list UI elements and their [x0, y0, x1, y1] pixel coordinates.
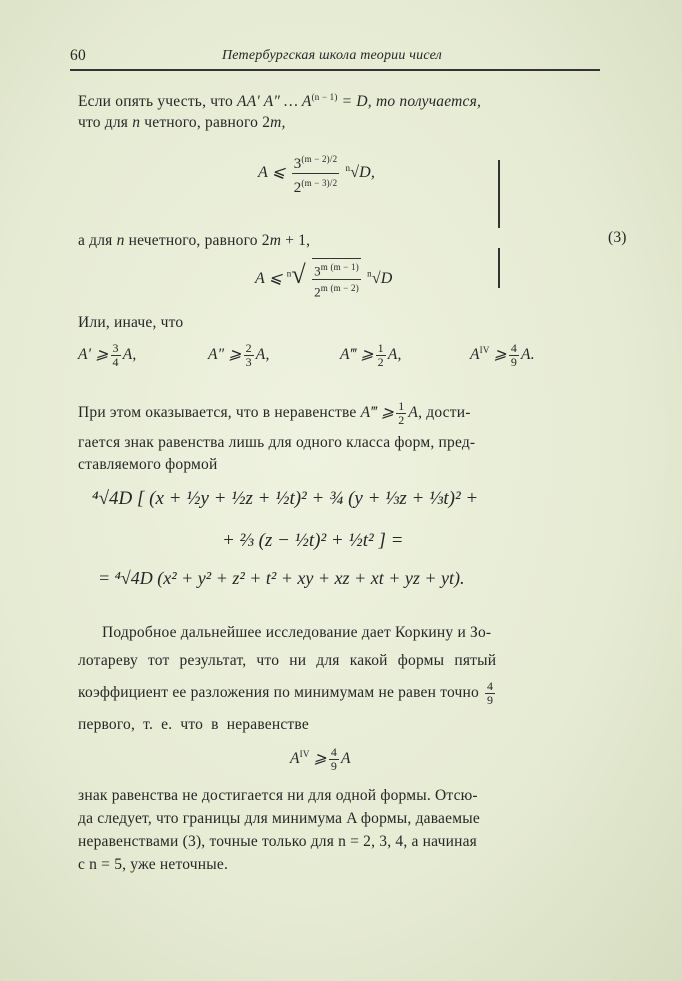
formula-odd: A ⩽ $^n$√ $\frac{3^{m (m - 1)}}{2^{m (m - 2)}}$ $^n$√D: [255, 260, 393, 300]
system-brace: [498, 160, 500, 228]
quadratic-form-row-3: = ⁴√4D (x² + y² + z² + t² + xy + xz + xt + yz + yt).: [98, 568, 465, 588]
inequality-1: A′ ⩾ $\frac{3}{4}$ A,: [78, 341, 137, 369]
paragraph-3: Или, иначе, что: [78, 314, 184, 331]
paragraph-1-line-2: что для n четного, равного 2m,: [78, 114, 286, 131]
paragraph-6-line-3: неравенствами (3), точные только для n = 2, 3, 4, а начиная: [78, 833, 477, 850]
header-rule: [70, 69, 600, 71]
formula-even: A ⩽ $\frac{3^{(m - 2)/2}}{2^{(m - 3)/2}}$ $^n$√D,: [258, 150, 375, 197]
paragraph-5-line-3: коэффициент ее разложения по минимумам не равен точно $\frac{4}{9}$: [78, 679, 494, 707]
equation-label: (3): [608, 229, 627, 246]
running-title: Петербургская школа теории чисел: [222, 48, 442, 63]
inequality-2: A″ ⩾ $\frac{2}{3}$ A,: [208, 341, 270, 369]
paragraph-5-line-2: лотареву тот результат, что ни для какой формы пятый: [78, 652, 497, 669]
paragraph-4-line-2: гается знак равенства лишь для одного класса форм, пред-: [78, 434, 476, 451]
paragraph-2: а для n нечетного, равного 2m + 1,: [78, 232, 311, 249]
system-brace-lower: [498, 248, 500, 288]
page-number: 60: [70, 47, 86, 64]
quadratic-form-row-2: + ⅔ (z − ½t)² + ½t² ] =: [222, 530, 404, 551]
paragraph-6-line-4: с n = 5, уже неточные.: [78, 856, 229, 873]
paragraph-5-line-1: Подробное дальнейшее исследование дает Коркину и Зо-: [102, 624, 492, 641]
inequality-4: $A^{IV}$ ⩾ $\frac{4}{9}$ A.: [470, 341, 535, 369]
paragraph-4-line-1: При этом оказывается, что в неравенстве A‴ ⩾ $\frac{1}{2}$ A, дости-: [78, 399, 471, 427]
paragraph-5-line-4: первого, т. е. что в неравенстве: [78, 716, 309, 733]
paragraph-6-line-1: знак равенства не достигается ни для одной формы. Отсю-: [78, 787, 478, 804]
paragraph-6-line-2: да следует, что границы для минимума A формы, даваемые: [78, 810, 480, 827]
paragraph-1-line-1: Если опять учесть, что AA′ A″ … $A^{(n - 1)} = D$, то получается,: [78, 92, 482, 111]
inequality-3: A‴ ⩾ $\frac{1}{2}$ A,: [340, 341, 402, 369]
quadratic-form-row-1: ⁴√4D [ (x + ½y + ½z + ½t)² + ¾ (y + ⅓z + ⅓t)² +: [92, 488, 479, 509]
paragraph-4-line-3: ставляемого формой: [78, 456, 218, 473]
formula-aiv: $A^{IV}$ ⩾ $\frac{4}{9}$ A: [290, 745, 351, 773]
